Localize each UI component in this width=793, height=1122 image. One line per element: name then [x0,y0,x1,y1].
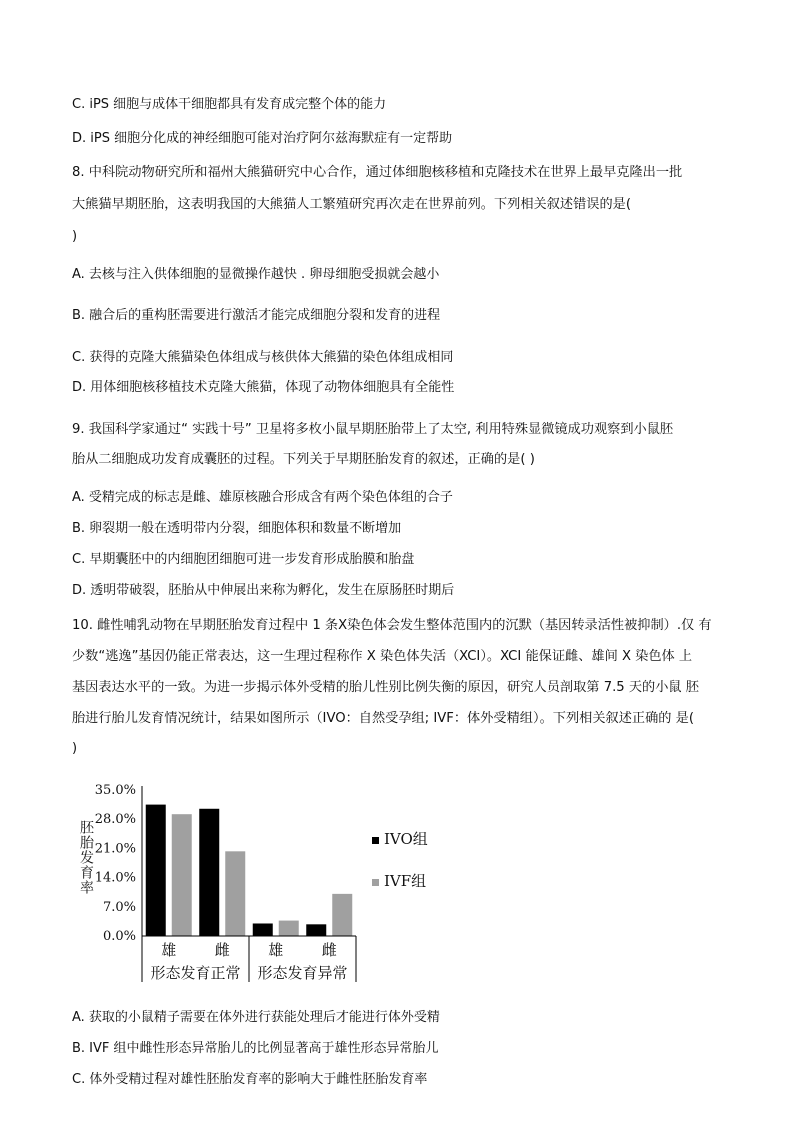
option-10b: B. IVF 组中雌性形态异常胎儿的比例显著高于雄性形态异常胎儿 [72,1041,439,1056]
legend-label: IVO组 [384,830,428,848]
option-9c: C. 早期囊胚中的内细胞团细胞可进一步发育形成胎膜和胎盘 [72,552,415,567]
bar-ivf [332,894,352,936]
bar-ivo [306,924,326,936]
option-8b: B. 融合后的重构胚需要进行激活才能完成细胞分裂和发育的进程 [72,308,441,323]
bar-ivo [253,923,273,936]
option-9a: A. 受精完成的标志是雌、雄原核融合形成含有两个染色体组的合子 [72,490,453,505]
y-tick-label: 14.0% [94,870,136,886]
x-category-label: 雌 [214,941,230,959]
legend-swatch [372,837,379,844]
question-10-stem-line5: ) [72,741,78,756]
y-tick-label: 28.0% [94,812,136,828]
option-7d: D. iPS 细胞分化成的神经细胞可能对治疗阿尔兹海默症有一定帮助 [72,131,453,146]
bar-ivf [225,851,245,936]
option-10c: C. 体外受精过程对雄性胚胎发育率的影响大于雌性胚胎发育率 [72,1072,428,1087]
option-8d: D. 用体细胞核移植技术克隆大熊猫，体现了动物体细胞具有全能性 [72,380,455,395]
option-8c: C. 获得的克隆大熊猫染色体组成与核供体大熊猫的染色体组成相同 [72,350,454,365]
option-9b: B. 卵裂期一般在透明带内分裂，细胞体积和数量不断增加 [72,521,402,536]
x-group-label: 形态发育异常 [257,964,348,982]
x-category-label: 雄 [161,941,177,959]
bar-chart [66,772,436,987]
y-tick-label: 21.0% [94,841,136,857]
question-10-stem-line2: 少数“逃逸”基因仍能正常表达，这一生理过程称作 X 染色体失活（XCI）。XCI 能保证雌、雄间 X 染色体 上 [72,649,693,664]
bar-ivf [279,921,299,936]
y-tick-label: 7.0% [102,899,136,915]
bar-ivo [146,805,166,936]
x-category-label: 雌 [321,941,337,959]
question-10-stem-line3: 基因表达水平的一致。为进一步揭示体外受精的胎儿性别比例失衡的原因，研究人员剖取第 7.5 天的小鼠 胚 [72,680,699,695]
question-8-stem-line1: 8. 中科院动物研究所和福州大熊猫研究中心合作，通过体细胞核移植和克隆技术在世界上最早克隆出一批 [72,165,683,180]
option-8a: A. 去核与注入供体细胞的显微操作越快 . 卵母细胞受损就会越小 [72,267,440,282]
question-8-stem-line2: 大熊猫早期胚胎，这表明我国的大熊猫人工繁殖研究再次走在世界前列。下列相关叙述错误的是( [72,197,632,212]
option-7c: C. iPS 细胞与成体干细胞都具有发育成完整个体的能力 [72,97,387,112]
bar-ivf [172,814,192,936]
question-8-stem-line3: ) [72,229,78,244]
question-9-stem-line1: 9. 我国科学家通过“ 实践十号” 卫星将多枚小鼠早期胚胎带上了太空, 利用特殊显微镜成功观察到小鼠胚 [72,422,674,437]
option-9d: D. 透明带破裂，胚胎从中伸展出来称为孵化，发生在原肠胚时期后 [72,583,455,598]
y-tick-label: 35.0% [94,783,136,798]
option-10a: A. 获取的小鼠精子需要在体外进行获能处理后才能进行体外受精 [72,1010,440,1025]
bar-ivo [199,809,219,936]
question-10-stem-line1: 10. 雌性哺乳动物在早期胚胎发育过程中 1 条X染色体会发生整体范围内的沉默（基因转录活性被抑制）.仅 有 [72,618,712,633]
question-9-stem-line2: 胎从二细胞成功发育成囊胚的过程。下列关于早期胚胎发育的叙述，正确的是( ) [72,452,535,467]
legend-swatch [372,879,379,886]
y-axis-label: 胚胎发育率 [78,820,94,895]
x-group-label: 形态发育正常 [150,964,241,982]
x-category-label: 雄 [268,941,284,959]
y-tick-label: 0.0% [102,929,136,944]
legend-label: IVF组 [384,872,427,890]
question-10-stem-line4: 胎进行胎儿发育情况统计，结果如图所示（IVO：自然受孕组; IVF：体外受精组）。下列相关叙述正确的 是( [72,711,694,726]
